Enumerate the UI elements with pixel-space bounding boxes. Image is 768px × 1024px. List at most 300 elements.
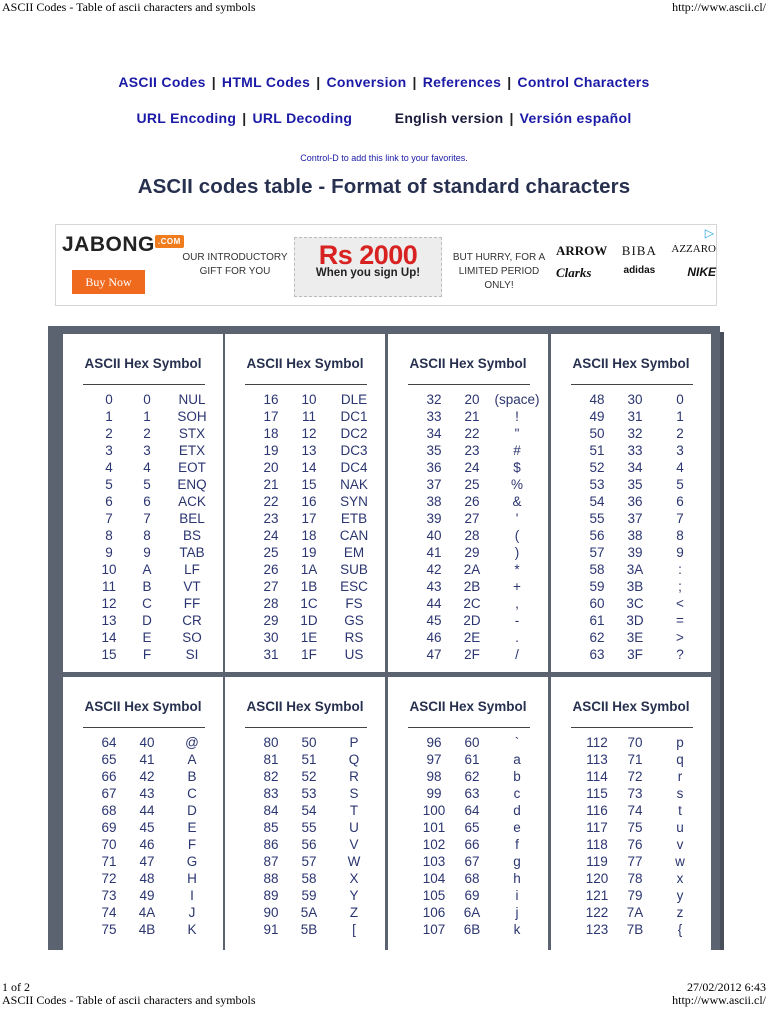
ascii-symbol: x [676, 871, 684, 886]
ascii-column-header: ASCII Hex Symbol [84, 699, 202, 714]
table-row [225, 888, 385, 905]
nav-url-decoding[interactable]: URL Decoding [252, 110, 353, 126]
print-footer-datetime: 27/02/2012 6:43 [686, 980, 766, 994]
ascii-hex: 2C [463, 596, 481, 611]
ascii-decimal: 101 [422, 820, 446, 835]
print-footer-url: http://www.ascii.cl/ [672, 993, 766, 1007]
ascii-hex: 29 [464, 545, 480, 560]
table-row [225, 443, 385, 460]
ascii-decimal: 38 [426, 494, 442, 509]
ascii-decimal: 81 [263, 752, 279, 767]
ascii-symbol: ` [514, 735, 520, 750]
ascii-decimal: 117 [586, 820, 608, 835]
ascii-decimal: 113 [586, 752, 608, 767]
ascii-decimal: 75 [101, 922, 117, 937]
ascii-column-header: ASCII Hex Symbol [409, 356, 527, 371]
ascii-symbol: VT [183, 579, 201, 594]
ascii-symbol: SYN [340, 494, 368, 509]
ascii-symbol: [ [352, 922, 356, 937]
table-row [225, 494, 385, 511]
table-row [63, 735, 223, 752]
ascii-decimal: 65 [101, 752, 117, 767]
ascii-decimal: 88 [263, 871, 279, 886]
table-shadow [720, 332, 724, 950]
table-row [551, 769, 711, 786]
ascii-symbol: DC2 [340, 426, 368, 441]
ascii-hex: 51 [301, 752, 317, 767]
ascii-column-header: ASCII Hex Symbol [409, 699, 527, 714]
ascii-decimal: 58 [589, 562, 605, 577]
ascii-symbol: + [513, 579, 521, 594]
ascii-symbol: # [513, 443, 521, 458]
ascii-decimal: 122 [585, 905, 609, 920]
ascii-decimal: 33 [426, 409, 442, 424]
ascii-decimal: 23 [263, 511, 279, 526]
table-row [551, 630, 711, 647]
table-row [63, 647, 223, 664]
nav-html-codes[interactable]: HTML Codes [221, 74, 311, 90]
table-row [551, 426, 711, 443]
ascii-symbol: F [187, 837, 197, 852]
table-row [225, 820, 385, 837]
ascii-decimal: 114 [586, 769, 608, 784]
table-row [551, 392, 711, 409]
table-row [63, 477, 223, 494]
ascii-decimal: 4 [105, 460, 113, 475]
ascii-decimal: 18 [263, 426, 279, 441]
adidas-logo: adidas [623, 265, 656, 276]
ascii-symbol: { [677, 922, 683, 937]
ascii-symbol: Z [349, 905, 359, 920]
ascii-hex: 61 [464, 752, 480, 767]
ascii-decimal: 8 [105, 528, 113, 543]
adchoices-icon[interactable]: ▷ [704, 226, 714, 240]
table-row [225, 735, 385, 752]
ascii-hex: 1B [300, 579, 318, 594]
english-version-label: English version [394, 110, 504, 126]
ascii-decimal: 24 [263, 528, 279, 543]
ascii-symbol: W [347, 854, 361, 869]
table-row [225, 477, 385, 494]
table-row [388, 888, 548, 905]
ascii-hex: 53 [301, 786, 317, 801]
ascii-symbol: J [188, 905, 196, 920]
main-nav [0, 74, 768, 90]
ascii-symbol: D [187, 803, 197, 818]
ascii-decimal: 50 [589, 426, 605, 441]
table-row [225, 579, 385, 596]
ascii-hex: 28 [464, 528, 480, 543]
ascii-symbol: v [676, 837, 684, 852]
ascii-hex: 50 [301, 735, 317, 750]
header-divider [245, 727, 367, 728]
ascii-symbol: > [676, 630, 684, 645]
table-row [63, 820, 223, 837]
ascii-decimal: 52 [589, 460, 605, 475]
ascii-hex: 59 [301, 888, 317, 903]
ascii-symbol: e [513, 820, 521, 835]
ascii-hex: 25 [464, 477, 480, 492]
ascii-decimal: 20 [263, 460, 279, 475]
ascii-decimal: 34 [426, 426, 442, 441]
table-row [225, 769, 385, 786]
ad-offer-box [294, 237, 442, 297]
ascii-decimal: 57 [589, 545, 605, 560]
ascii-decimal: 118 [586, 837, 608, 852]
table-row [551, 562, 711, 579]
table-row [551, 494, 711, 511]
table-row [551, 528, 711, 545]
ascii-block [225, 677, 385, 957]
header-divider [408, 384, 530, 385]
table-row [551, 409, 711, 426]
ascii-hex: 14 [301, 460, 317, 475]
ascii-symbol: r [677, 769, 683, 784]
ascii-symbol: EOT [178, 460, 206, 475]
ascii-symbol: i [515, 888, 519, 903]
ascii-block [551, 334, 711, 672]
ascii-symbol: Y [349, 888, 359, 903]
table-row [551, 888, 711, 905]
table-row [551, 579, 711, 596]
table-row [63, 596, 223, 613]
table-row [388, 392, 548, 409]
ascii-hex: 17 [301, 511, 317, 526]
azzaro-logo: AZZARO [671, 243, 716, 255]
ascii-decimal: 29 [263, 613, 279, 628]
ascii-symbol: G [186, 854, 198, 869]
page-title: ASCII codes table - Format of standard characters [137, 175, 631, 198]
table-row [388, 786, 548, 803]
nav-spanish-version[interactable]: Versión español [519, 110, 632, 126]
ascii-decimal: 86 [263, 837, 279, 852]
ascii-decimal: 70 [101, 837, 117, 852]
table-row [63, 630, 223, 647]
ascii-symbol: SOH [177, 409, 207, 424]
ascii-hex: 71 [627, 752, 643, 767]
print-header-url: http://www.ascii.cl/ [672, 0, 766, 14]
ascii-symbol: 8 [676, 528, 684, 543]
table-row [63, 837, 223, 854]
ascii-symbol: T [349, 803, 359, 818]
ascii-decimal: 61 [589, 613, 605, 628]
ascii-symbol: * [514, 562, 520, 577]
ascii-decimal: 102 [422, 837, 446, 852]
ascii-hex: 74 [627, 803, 643, 818]
nav-ascii-codes[interactable]: ASCII Codes [118, 74, 206, 90]
ascii-hex: 5 [143, 477, 151, 492]
ascii-decimal: 26 [263, 562, 279, 577]
ascii-decimal: 1 [105, 409, 113, 424]
ascii-decimal: 119 [586, 854, 608, 869]
ascii-symbol: DC4 [340, 460, 368, 475]
ascii-hex: 62 [464, 769, 480, 784]
ascii-decimal: 112 [586, 735, 608, 750]
ascii-decimal: 56 [589, 528, 605, 543]
ascii-symbol: d [513, 803, 521, 818]
ascii-symbol: h [513, 871, 521, 886]
ascii-symbol: V [349, 837, 359, 852]
ascii-decimal: 17 [263, 409, 279, 424]
table-row [388, 735, 548, 752]
ascii-symbol: $ [513, 460, 521, 475]
table-row [225, 392, 385, 409]
ascii-symbol: a [513, 752, 521, 767]
ascii-hex: 33 [627, 443, 643, 458]
ascii-symbol: w [675, 854, 685, 869]
ascii-decimal: 2 [105, 426, 113, 441]
ascii-hex: 8 [143, 528, 151, 543]
ascii-decimal: 21 [263, 477, 279, 492]
table-row [388, 511, 548, 528]
ascii-symbol: ESC [340, 579, 368, 594]
ascii-hex: 6B [463, 922, 481, 937]
ascii-decimal: 44 [426, 596, 442, 611]
ascii-hex: 3A [626, 562, 644, 577]
ascii-symbol: R [349, 769, 359, 784]
nav-conversion[interactable]: Conversion [326, 74, 407, 90]
ascii-hex: 78 [627, 871, 643, 886]
ascii-symbol: SO [182, 630, 202, 645]
ascii-hex: 10 [301, 392, 317, 407]
ascii-hex: 12 [301, 426, 317, 441]
ad-hurry-text: BUT HURRY, FOR A LIMITED PERIOD ONLY! [452, 252, 546, 291]
table-row [225, 545, 385, 562]
advertisement-banner[interactable] [55, 224, 717, 306]
ascii-symbol: 9 [676, 545, 684, 560]
table-row [388, 922, 548, 939]
table-row [63, 460, 223, 477]
nav-separator: | [211, 74, 216, 90]
ascii-symbol: g [513, 854, 521, 869]
ascii-symbol: % [510, 477, 523, 492]
ascii-symbol: ETX [178, 443, 206, 458]
table-row [225, 922, 385, 939]
table-row [225, 803, 385, 820]
ascii-decimal: 36 [426, 460, 442, 475]
ascii-hex: 41 [139, 752, 155, 767]
ascii-decimal: 14 [101, 630, 117, 645]
ascii-hex: 60 [464, 735, 480, 750]
ascii-symbol: I [190, 888, 194, 903]
table-row [63, 613, 223, 630]
ascii-decimal: 104 [422, 871, 446, 886]
ascii-decimal: 3 [105, 443, 113, 458]
ascii-symbol: c [513, 786, 521, 801]
ascii-decimal: 98 [426, 769, 442, 784]
ascii-symbol: 6 [676, 494, 684, 509]
ascii-hex: 39 [627, 545, 643, 560]
ascii-hex: 7 [143, 511, 151, 526]
arrow-logo: ARROW [556, 243, 608, 258]
ascii-hex: 67 [464, 854, 480, 869]
table-row [225, 871, 385, 888]
ascii-hex: F [142, 647, 152, 662]
table-row [225, 596, 385, 613]
ascii-column-header: ASCII Hex Symbol [572, 699, 690, 714]
ascii-hex: 5A [300, 905, 318, 920]
ascii-hex: 75 [627, 820, 643, 835]
table-row [388, 871, 548, 888]
ascii-hex: 73 [627, 786, 643, 801]
table-row [63, 392, 223, 409]
nav-url-encoding[interactable]: URL Encoding [136, 110, 237, 126]
ascii-hex: 2D [463, 613, 481, 628]
ascii-decimal: 12 [101, 596, 117, 611]
ascii-hex: 65 [464, 820, 480, 835]
ascii-decimal: 89 [263, 888, 279, 903]
ascii-hex: 3D [626, 613, 644, 628]
ascii-decimal: 6 [105, 494, 113, 509]
ascii-decimal: 55 [589, 511, 605, 526]
nike-logo: NIKE [687, 265, 716, 279]
ascii-symbol: ! [515, 409, 519, 424]
ascii-symbol: FF [183, 596, 201, 611]
table-row [63, 888, 223, 905]
table-row [388, 596, 548, 613]
ascii-symbol: p [676, 735, 684, 750]
ascii-hex: 3C [626, 596, 644, 611]
header-divider [83, 727, 205, 728]
ascii-hex: C [142, 596, 152, 611]
buy-now-button[interactable]: Buy Now [72, 270, 145, 294]
ascii-block [63, 334, 223, 672]
ascii-symbol: H [187, 871, 197, 886]
ascii-hex: 55 [301, 820, 317, 835]
ascii-hex: 11 [301, 409, 316, 424]
ascii-hex: 4 [143, 460, 151, 475]
ascii-decimal: 120 [585, 871, 609, 886]
ascii-decimal: 42 [426, 562, 442, 577]
ascii-hex: 46 [139, 837, 155, 852]
table-row [63, 494, 223, 511]
ascii-symbol: A [187, 752, 197, 767]
ascii-hex: 35 [627, 477, 643, 492]
ascii-decimal: 37 [426, 477, 442, 492]
header-divider [571, 727, 693, 728]
ascii-hex: 19 [301, 545, 317, 560]
table-row [63, 752, 223, 769]
nav-separator: | [242, 110, 247, 126]
ascii-decimal: 51 [589, 443, 605, 458]
ascii-hex: 2B [463, 579, 481, 594]
ascii-hex: 24 [464, 460, 480, 475]
nav-control-characters[interactable]: Control Characters [517, 74, 650, 90]
ascii-symbol: ) [514, 545, 520, 560]
table-row [63, 854, 223, 871]
ascii-hex: 26 [464, 494, 480, 509]
ascii-hex: 1D [300, 613, 318, 628]
nav-references[interactable]: References [422, 74, 502, 90]
favorites-hint: Control-D to add this link to your favorites. [300, 153, 468, 163]
ascii-column-header: ASCII Hex Symbol [84, 356, 202, 371]
table-row [225, 426, 385, 443]
ascii-decimal: 80 [263, 735, 279, 750]
ascii-hex: 45 [139, 820, 155, 835]
ascii-decimal: 90 [263, 905, 279, 920]
print-footer-page: 1 of 2 [2, 980, 30, 994]
ascii-column-header: ASCII Hex Symbol [246, 356, 364, 371]
table-row [388, 477, 548, 494]
table-row [551, 803, 711, 820]
ad-offer-subtitle: When you sign Up! [315, 267, 421, 279]
ascii-symbol: K [187, 922, 197, 937]
ascii-decimal: 40 [426, 528, 442, 543]
table-row [388, 409, 548, 426]
table-row [225, 854, 385, 871]
table-row [225, 409, 385, 426]
table-row [225, 647, 385, 664]
ascii-decimal: 106 [422, 905, 446, 920]
table-row [551, 443, 711, 460]
ascii-hex: 66 [464, 837, 480, 852]
table-row [551, 905, 711, 922]
ascii-hex: 1 [143, 409, 151, 424]
jabong-logo: JABONG .COM [62, 233, 184, 257]
table-row [551, 854, 711, 871]
ascii-hex: 47 [139, 854, 155, 869]
nav-separator: | [316, 74, 321, 90]
ascii-decimal: 11 [101, 579, 116, 594]
ascii-hex: 63 [464, 786, 480, 801]
ascii-symbol: 4 [676, 460, 684, 475]
ascii-hex: 7A [626, 905, 644, 920]
ascii-symbol: GS [344, 613, 364, 628]
ascii-symbol: = [676, 613, 684, 628]
ascii-hex: 1F [301, 647, 317, 662]
ascii-symbol: STX [178, 426, 206, 441]
table-row [551, 511, 711, 528]
ascii-symbol: C [187, 786, 197, 801]
ascii-symbol: U [349, 820, 359, 835]
ascii-hex: 9 [143, 545, 151, 560]
table-row [388, 562, 548, 579]
ascii-hex: 3F [627, 647, 643, 662]
ascii-decimal: 64 [101, 735, 117, 750]
ascii-hex: 36 [627, 494, 643, 509]
ascii-hex: 54 [301, 803, 317, 818]
ascii-decimal: 105 [422, 888, 446, 903]
ascii-decimal: 73 [101, 888, 117, 903]
ascii-symbol: . [515, 630, 519, 645]
table-row [551, 647, 711, 664]
ascii-symbol: NAK [340, 477, 368, 492]
ascii-symbol: ; [678, 579, 682, 594]
ascii-decimal: 5 [105, 477, 113, 492]
ascii-hex: 23 [464, 443, 480, 458]
table-row [63, 443, 223, 460]
table-row [63, 786, 223, 803]
ascii-hex: 76 [627, 837, 643, 852]
ascii-symbol: SI [185, 647, 199, 662]
ascii-hex: 70 [627, 735, 643, 750]
ascii-decimal: 47 [426, 647, 442, 662]
ascii-hex: 5B [300, 922, 318, 937]
ascii-symbol: - [514, 613, 520, 628]
ascii-decimal: 39 [426, 511, 442, 526]
secondary-nav [0, 110, 768, 126]
print-footer-title: ASCII Codes - Table of ascii characters and symbols [2, 993, 256, 1007]
ascii-symbol: DLE [340, 392, 368, 407]
ascii-decimal: 69 [101, 820, 117, 835]
table-row [225, 786, 385, 803]
table-row [551, 922, 711, 939]
ascii-symbol: (space) [494, 392, 540, 407]
ascii-symbol: , [515, 596, 519, 611]
table-row [551, 871, 711, 888]
ascii-decimal: 35 [426, 443, 442, 458]
ascii-hex: 3 [143, 443, 151, 458]
